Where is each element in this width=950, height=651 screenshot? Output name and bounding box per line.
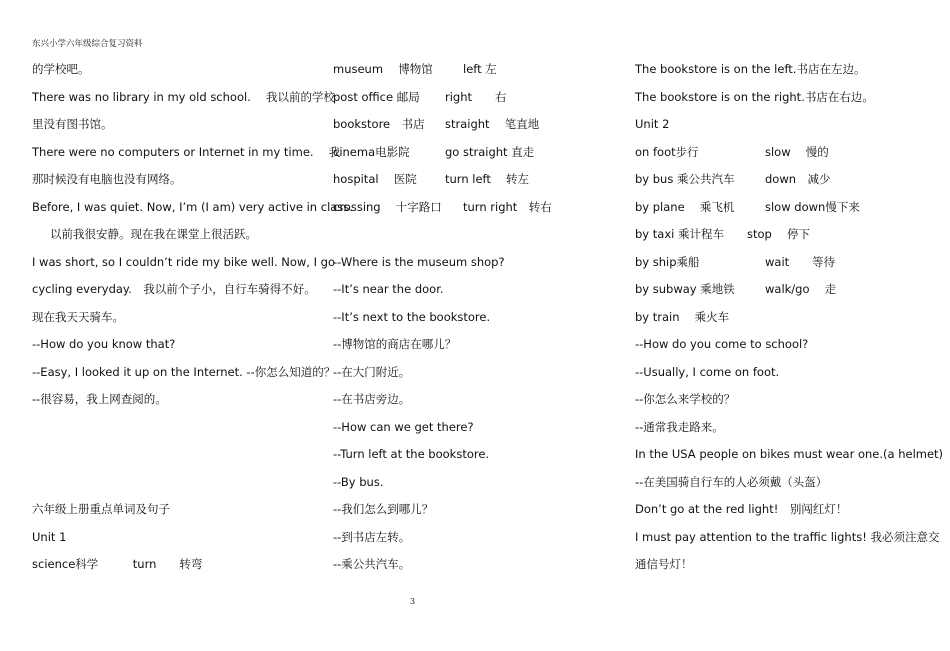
vocab-term: by taxi 乘计程车 xyxy=(635,227,724,241)
vocab-term: on foot步行 xyxy=(635,144,699,159)
dialog-line: --我们怎么到哪儿？ xyxy=(333,502,434,516)
page-header: 东兴小学六年级综合复习资料 xyxy=(32,39,143,49)
dialog-line: --Turn left at the bookstore. xyxy=(333,447,490,461)
section-heading: 六年级上册重点单词及句子 xyxy=(32,502,170,516)
vocab-term: wait 等待 xyxy=(765,254,836,269)
column-middle xyxy=(333,56,623,579)
vocab-row xyxy=(635,276,925,304)
vocab-term: post office 邮局 xyxy=(333,89,420,104)
unit-heading: Unit 1 xyxy=(32,529,67,544)
vocab-term: left 左 xyxy=(463,62,497,76)
blank-line xyxy=(32,469,317,497)
dialog-line: In the USA people on bikes must wear one.(a helmet) xyxy=(635,447,944,461)
vocab-row xyxy=(635,304,925,332)
text-line: --Easy, I looked it up on the Internet. --你怎么知道的？ xyxy=(32,364,336,379)
vocab-term: down 减少 xyxy=(765,172,831,186)
vocab-row xyxy=(333,111,623,139)
vocab-term: turn left 转左 xyxy=(445,172,530,186)
dialog-line: --在美国骑自行车的人必须戴（头盔） xyxy=(635,474,828,489)
text-line: --很容易，我上网查阅的。 xyxy=(32,392,167,406)
vocab-term: right 右 xyxy=(445,89,507,104)
vocab-row xyxy=(635,249,925,277)
text-line: The bookstore is on the right.书店在右边。 xyxy=(635,89,874,104)
dialog-line: --Where is the museum shop? xyxy=(333,254,505,269)
text-line: I was short, so I couldn’t ride my bike well. Now, I go xyxy=(32,254,336,269)
text-line: The bookstore is on the left.书店在左边。 xyxy=(635,62,866,76)
vocab-row xyxy=(635,139,925,167)
dialog-line: --到书店左转。 xyxy=(333,529,411,544)
page-number: 3 xyxy=(410,597,416,606)
vocab-term: slow 慢的 xyxy=(765,144,829,159)
vocab-term: slow down慢下来 xyxy=(765,199,860,214)
vocab-row xyxy=(333,194,623,222)
vocab-row xyxy=(635,194,925,222)
vocab-row xyxy=(333,84,623,112)
vocab-term: by train 乘火车 xyxy=(635,309,730,324)
text-line: 那时候没有电脑也没有网络。 xyxy=(32,172,182,186)
text-line: --How do you know that? xyxy=(32,337,176,351)
vocab-term: by subway 乘地铁 xyxy=(635,282,735,296)
vocab-term: hospital 医院 xyxy=(333,172,417,186)
dialog-line: Don’t go at the red light! 别闯红灯！ xyxy=(635,502,848,516)
blank-line xyxy=(333,221,623,249)
dialog-line: I must pay attention to the traffic lights! 我必须注意交 xyxy=(635,529,940,544)
vocab-term: go straight 直走 xyxy=(445,144,535,159)
dialog-line: --乘公共汽车。 xyxy=(333,557,411,571)
vocab-term: by ship乘船 xyxy=(635,254,700,269)
text-line: There was no library in my old school. 我以前的学校 xyxy=(32,89,335,104)
vocab-term: by bus 乘公共汽车 xyxy=(635,172,735,186)
vocab-term: stop 停下 xyxy=(747,227,810,241)
vocab-row xyxy=(635,221,925,249)
dialog-line: --It’s near the door. xyxy=(333,282,444,296)
column-left xyxy=(32,56,353,579)
vocab-term: straight 笔直地 xyxy=(445,117,540,131)
text-line: 里没有图书馆。 xyxy=(32,117,113,131)
vocab-row xyxy=(635,166,925,194)
blank-line xyxy=(32,441,317,469)
dialog-line: --By bus. xyxy=(333,474,384,489)
blank-line xyxy=(32,414,317,442)
dialog-line: --在书店旁边。 xyxy=(333,392,411,406)
dialog-line: --通常我走路来。 xyxy=(635,419,724,434)
vocab-row xyxy=(333,139,623,167)
vocab-row xyxy=(333,166,623,194)
vocab-term: cinema电影院 xyxy=(333,144,410,159)
dialog-line: --It’s next to the bookstore. xyxy=(333,309,491,324)
dialog-line: --How do you come to school? xyxy=(635,337,809,351)
vocab-term: by plane 乘飞机 xyxy=(635,199,735,214)
vocab-term: museum 博物馆 xyxy=(333,62,433,76)
dialog-line: --在大门附近。 xyxy=(333,364,411,379)
vocab-term: bookstore 书店 xyxy=(333,117,425,131)
text-line: 以前我很安静。现在我在课堂上很活跃。 xyxy=(50,227,257,241)
vocab-term: turn right 转右 xyxy=(463,199,552,214)
text-line: 现在我天天骑车。 xyxy=(32,309,124,324)
text-line: There were no computers or Internet in my time. 我 xyxy=(32,144,341,159)
dialog-line: --博物馆的商店在哪儿？ xyxy=(333,337,457,351)
vocab-term: crossing 十字路口 xyxy=(333,199,442,214)
dialog-line: --How can we get there? xyxy=(333,419,474,434)
column-right xyxy=(635,56,944,579)
text-line: 的学校吧。 xyxy=(32,62,90,76)
vocab-line: science科学 turn 转弯 xyxy=(32,557,203,571)
text-line: Before, I was quiet. Now, I’m (I am) very active in class. xyxy=(32,199,353,214)
dialog-line: --你怎么来学校的？ xyxy=(635,392,736,406)
vocab-row xyxy=(333,56,623,84)
text-line: cycling everyday. 我以前个子小，自行车骑得不好。 xyxy=(32,282,316,296)
dialog-line: --Usually, I come on foot. xyxy=(635,364,780,379)
dialog-line: 通信号灯！ xyxy=(635,557,693,571)
unit-heading: Unit 2 xyxy=(635,117,670,131)
vocab-term: walk/go 走 xyxy=(765,282,837,296)
